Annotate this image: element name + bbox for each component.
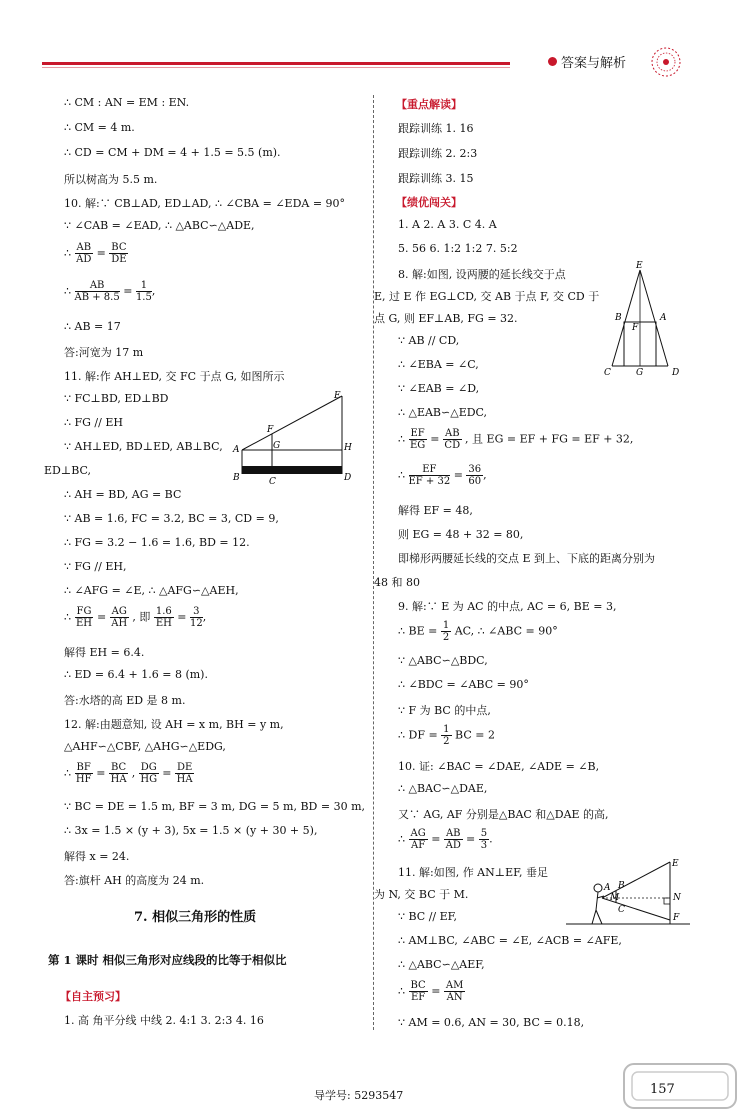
text-line: 即梯形两腰延长线的交点 E 到上、下底的距离分别为 (398, 552, 656, 565)
text-line: 所以树高为 5.5 m. (64, 173, 158, 186)
text-line: ∵ F 为 BC 的中点, (398, 704, 491, 717)
lesson-title: 第 1 课时 相似三角形对应线段的比等于相似比 (48, 953, 287, 967)
fraction: $\frac{1}{2}$ (442, 620, 450, 643)
svg-text:N: N (673, 893, 681, 903)
fraction: $\frac{1}{1.5}$ (135, 280, 152, 303)
fraction: $\frac{AG}{AF}$ (410, 828, 426, 851)
text-line: ∴ △ABC∽△AEF, (398, 958, 485, 971)
formula-line: ∴ $\frac{BF}{HF}$ = $\frac{BC}{HA}$ , $\frac{DG}{HG}$ = $\frac{DE}{HA}$ (64, 762, 193, 785)
fraction: $\frac{36}{60}$ (468, 464, 482, 487)
fraction: $\frac{FG}{EH}$ (75, 606, 92, 629)
text-line: 11. 解:作 AH⊥ED, 交 FC 于点 G, 如图所示 (64, 370, 285, 383)
text-line: 10. 解:∵ CB⊥AD, ED⊥AD, ∴ ∠CBA = ∠EDA = 90° (64, 197, 346, 210)
fraction: $\frac{AG}{AH}$ (111, 606, 128, 629)
text-line: 解得 EF = 48, (398, 504, 473, 517)
fraction: $\frac{BC}{DE}$ (111, 242, 127, 265)
formula-line: ∴ $\frac{AG}{AF}$ = $\frac{AB}{AD}$ = $\frac{5}{3}$ . (398, 828, 493, 851)
fraction: $\frac{DG}{HG}$ (140, 762, 158, 785)
figure-water-tower (232, 388, 352, 484)
fraction: $\frac{5}{3}$ (480, 828, 488, 851)
text-line: ∴ AH = BD, AG = BC (64, 488, 182, 501)
text-line: ∴ ∠EBA = ∠C, (398, 358, 479, 371)
text-line: ∴ ED = 6.4 + 1.6 = 8 (m). (64, 668, 208, 681)
text-line: 12. 解:由题意知, 设 AH = x m, BH = y m, (64, 718, 284, 731)
text-line: 跟踪训练 2. 2:3 (398, 147, 478, 160)
fraction: $\frac{EF}{EF + 32}$ (408, 464, 451, 487)
text-line: 答:旗杆 AH 的高度为 24 m. (64, 874, 205, 887)
svg-text:C: C (604, 368, 611, 378)
text-line: △AHF∽△CBF, △AHG∽△EDG, (64, 740, 226, 753)
text-line: ∴ FG = 3.2 − 1.6 = 1.6, BD = 12. (64, 536, 250, 549)
text-line: 48 和 80 (374, 576, 420, 589)
svg-text:B: B (615, 313, 622, 323)
text-line: 跟踪训练 1. 16 (398, 122, 474, 135)
bullet-dot-icon (548, 57, 557, 66)
text-line: 解得 x = 24. (64, 850, 130, 863)
fraction: $\frac{DE}{HA}$ (176, 762, 193, 785)
svg-text:H: H (344, 443, 352, 453)
text-line: 1. A 2. A 3. C 4. A (398, 218, 497, 231)
page-number: 157 (650, 1082, 675, 1097)
fraction: $\frac{AB}{AD}$ (76, 242, 92, 265)
svg-text:F: F (673, 913, 680, 923)
svg-text:D: D (344, 473, 352, 483)
header-rule-thin (42, 67, 510, 68)
formula-line: ∴ $\frac{AB}{AD}$ = $\frac{BC}{DE}$ (64, 242, 127, 265)
fraction: $\frac{EF}{EG}$ (409, 428, 426, 451)
formula-line: ∴ DF = $\frac{1}{2}$ BC = 2 (398, 724, 495, 747)
fraction: $\frac{BC}{EF}$ (410, 980, 426, 1003)
text-line: 5. 56 6. 1:2 1:2 7. 5:2 (398, 242, 518, 255)
text-line: ∵ BC = DE = 1.5 m, BF = 3 m, DG = 5 m, BD = 30 m, (64, 800, 365, 813)
text-line: ∵ BC // EF, (398, 910, 458, 923)
svg-text:E: E (334, 391, 341, 401)
svg-text:M: M (610, 893, 620, 903)
svg-text:G: G (636, 368, 644, 378)
svg-text:C: C (618, 905, 625, 915)
text-line: 答:河宽为 17 m (64, 346, 144, 359)
text-line: ∴ ∠AFG = ∠E, ∴ △AFG∽△AEH, (64, 584, 239, 597)
tag-preview: 【自主预习】 (60, 990, 126, 1003)
text-line: ∵ AB = 1.6, FC = 3.2, BC = 3, CD = 9, (64, 512, 279, 525)
svg-text:A: A (604, 883, 611, 893)
svg-text:B: B (618, 881, 625, 891)
header-title (548, 52, 626, 71)
header-title-text: 答案与解析 (561, 56, 627, 71)
text-line: ∵ AB // CD, (398, 334, 460, 347)
text-line: 跟踪训练 3. 15 (398, 172, 474, 185)
figure-trapezoid (600, 258, 690, 378)
fraction: $\frac{1}{2}$ (443, 724, 450, 747)
text-line: 1. 高 角平分线 中线 2. 4:1 3. 2:3 4. 16 (64, 1014, 264, 1027)
text-line: E, 过 E 作 EG⊥CD, 交 AB 于点 F, 交 CD 于 (374, 290, 600, 303)
svg-text:F: F (632, 323, 639, 333)
tag-key-points: 【重点解读】 (396, 98, 462, 111)
text-line: ∴ AM⊥BC, ∠ABC = ∠E, ∠ACB = ∠AFE, (398, 934, 622, 947)
text-line: ∴ 3x = 1.5 × (y + 3), 5x = 1.5 × (y + 30 + 5), (64, 824, 318, 837)
text-line: 点 G, 则 EF⊥AB, FG = 32. (374, 312, 518, 325)
formula-line: ∴ $\frac{EF}{EF + 32}$ = $\frac{36}{60}$ , (398, 464, 487, 487)
text-line: 11. 解:如图, 作 AN⊥EF, 垂足 (398, 866, 549, 879)
formula-line: ∴ $\frac{BC}{EF}$ = $\frac{AM}{AN}$ (398, 980, 464, 1003)
svg-text:A: A (233, 445, 240, 455)
text-line: 为 N, 交 BC 于 M. (374, 888, 469, 901)
text-line: ∴ ∠BDC = ∠ABC = 90° (398, 678, 529, 691)
svg-text:C: C (269, 477, 276, 484)
text-line: ∵ FG // EH, (64, 560, 127, 573)
text-line: ∵ AH⊥ED, BD⊥ED, AB⊥BC, (64, 440, 223, 453)
fraction: $\frac{AM}{AN}$ (445, 980, 464, 1003)
text-line: ED⊥BC, (44, 464, 92, 477)
fraction: $\frac{AB}{CD}$ (444, 428, 461, 451)
fraction: $\frac{BC}{HA}$ (110, 762, 127, 785)
svg-text:E: E (672, 859, 679, 869)
svg-text:B: B (233, 473, 240, 483)
formula-line: ∴ $\frac{AB}{AB + 8.5}$ = $\frac{1}{1.5}$ , (64, 280, 156, 303)
formula-line: ∴ $\frac{EF}{EG}$ = $\frac{AB}{CD}$ , 且 EG = EF + FG = EF + 32, (398, 428, 634, 451)
flower-ornament-icon (648, 44, 684, 80)
text-line: 答:水塔的高 ED 是 8 m. (64, 694, 186, 707)
text-line: ∵ FC⊥BD, ED⊥BD (64, 392, 169, 405)
guide-number: 导学号: 5293547 (314, 1089, 404, 1102)
text-line: ∴ FG // EH (64, 416, 123, 429)
svg-text:G: G (273, 441, 281, 451)
text-line: 解得 EH = 6.4. (64, 646, 145, 659)
text-line: 又∵ AG, AF 分别是△BAC 和△DAE 的高, (398, 808, 609, 821)
text-line: ∵ △ABC∽△BDC, (398, 654, 488, 667)
fraction: $\frac{3}{12}$ (190, 606, 203, 629)
formula-line: ∴ $\frac{FG}{EH}$ = $\frac{AG}{AH}$ , 即 $\frac{1.6}{EH}$ = $\frac{3}{12}$ , (64, 606, 207, 629)
text-line: ∴ CD = CM + DM = 4 + 1.5 = 5.5 (m). (64, 146, 281, 159)
text-line: 8. 解:如图, 设两腰的延长线交于点 (398, 268, 566, 281)
text-line: ∴ AB = 17 (64, 320, 121, 333)
svg-text:E: E (636, 261, 643, 271)
text-line: 9. 解:∵ E 为 AC 的中点, AC = 6, BE = 3, (398, 600, 617, 613)
text-line: ∴ CM : AN = EM : EN. (64, 96, 190, 109)
svg-text:D: D (672, 368, 680, 378)
svg-text:A: A (660, 313, 667, 323)
text-line: 10. 证: ∠BAC = ∠DAE, ∠ADE = ∠B, (398, 760, 600, 773)
formula-line: ∴ BE = $\frac{1}{2}$ AC, ∴ ∠ABC = 90° (398, 620, 558, 643)
fraction: $\frac{BF}{HF}$ (75, 762, 92, 785)
text-line: ∴ CM = 4 m. (64, 121, 135, 134)
section-title: 7. 相似三角形的性质 (134, 910, 257, 925)
text-line: ∴ △EAB∽△EDC, (398, 406, 488, 419)
figure-sighting (566, 858, 690, 930)
fraction: $\frac{AB}{AB + 8.5}$ (74, 280, 120, 303)
text-line: ∵ AM = 0.6, AN = 30, BC = 0.18, (398, 1016, 585, 1029)
tag-challenge: 【绩优闯关】 (396, 196, 462, 209)
text-line: 则 EG = 48 + 32 = 80, (398, 528, 524, 541)
watermark-icon (620, 1060, 740, 1112)
svg-text:F: F (267, 425, 274, 435)
fraction: $\frac{1.6}{EH}$ (155, 606, 172, 629)
text-line: ∴ △BAC∽△DAE, (398, 782, 488, 795)
fraction: $\frac{AB}{AD}$ (445, 828, 461, 851)
header-rule (42, 62, 510, 65)
text-line: ∵ ∠CAB = ∠EAD, ∴ △ABC∽△ADE, (64, 219, 255, 232)
text-line: ∵ ∠EAB = ∠D, (398, 382, 480, 395)
